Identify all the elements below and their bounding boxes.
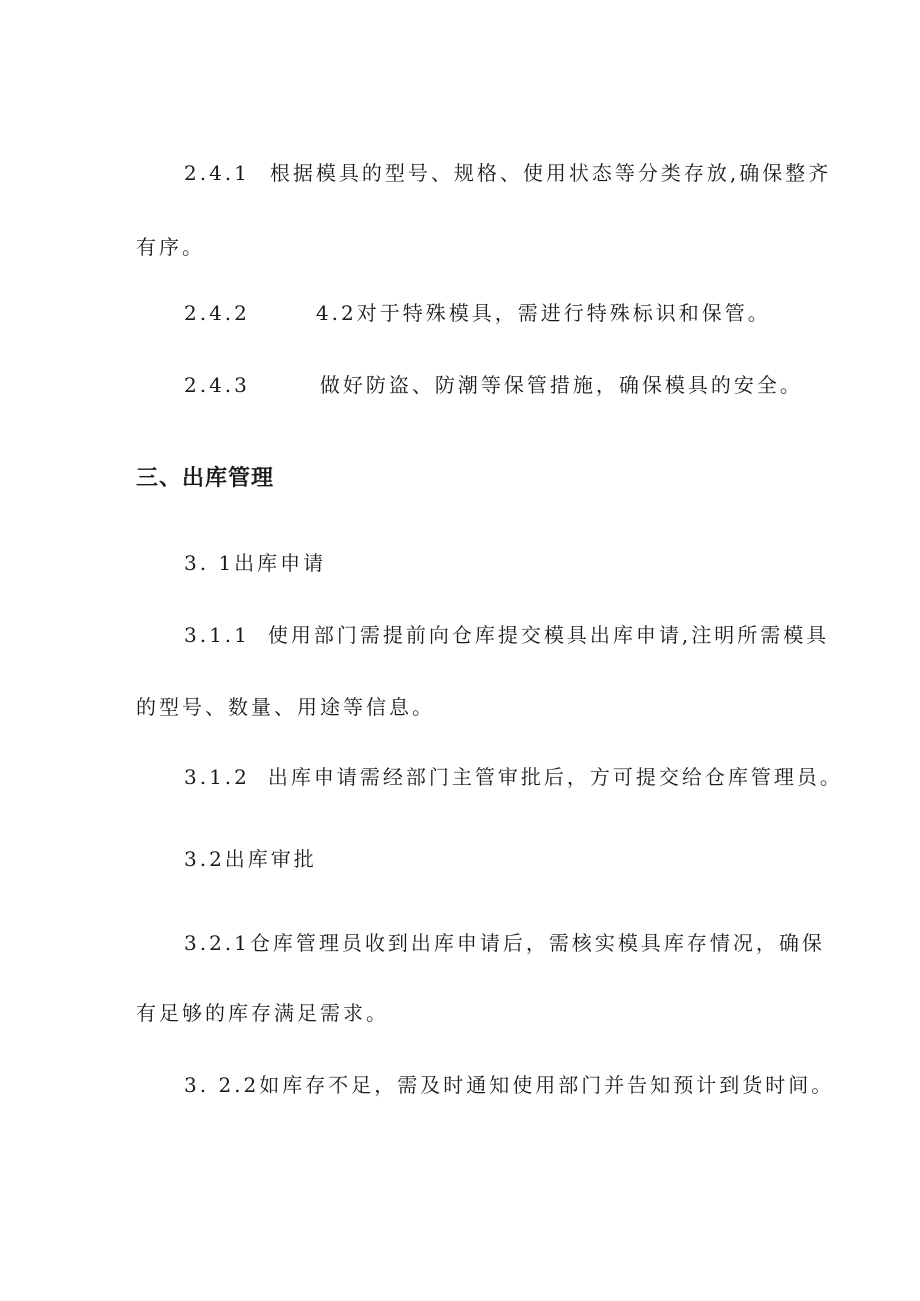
- clause-number: 3.1.2: [184, 765, 250, 789]
- clause-number: 2.4.2: [184, 301, 250, 325]
- clause-text: 4.2对于特殊模具，需进行特殊标识和保管。: [315, 301, 771, 325]
- subsection-3-2-title: 3.2出库审批: [184, 847, 317, 871]
- clause-number: 2.4.3: [184, 373, 250, 397]
- clause-3-2-1-line-1: 3.2.1仓库管理员收到出库申请后，需核实模具库存情况，确保: [184, 931, 825, 955]
- clause-text: 使用部门需提前向仓库提交模具出库申请,注明所需模具: [267, 623, 830, 647]
- clause-2-4-2: [184, 300, 771, 326]
- clause-number: 3.1.1: [184, 623, 250, 647]
- clause-3-1-2: [184, 764, 843, 790]
- clause-2-4-1-line-2: 有序。: [136, 235, 205, 259]
- clause-3-1-1-line-1: [184, 622, 829, 648]
- clause-3-2-2: 3. 2.2如库存不足，需及时通知使用部门并告知预计到货时间。: [184, 1073, 835, 1097]
- subsection-3-1-title: 3. 1出库申请: [184, 551, 327, 575]
- clause-text: 做好防盗、防潮等保管措施，确保模具的安全。: [319, 373, 803, 397]
- clause-3-1-1-line-2: 的型号、数量、用途等信息。: [136, 695, 435, 719]
- clause-number: 2.4.1: [184, 161, 250, 185]
- clause-3-2-1-line-2: 有足够的库存满足需求。: [136, 1001, 389, 1025]
- section-heading: 三、出库管理: [136, 466, 275, 491]
- clause-2-4-1-line-1: [184, 160, 831, 186]
- clause-text: 根据模具的型号、规格、使用状态等分类存放,确保整齐: [269, 161, 832, 185]
- clause-2-4-3: [184, 372, 803, 398]
- clause-text: 出库申请需经部门主管审批后，方可提交给仓库管理员。: [267, 765, 843, 789]
